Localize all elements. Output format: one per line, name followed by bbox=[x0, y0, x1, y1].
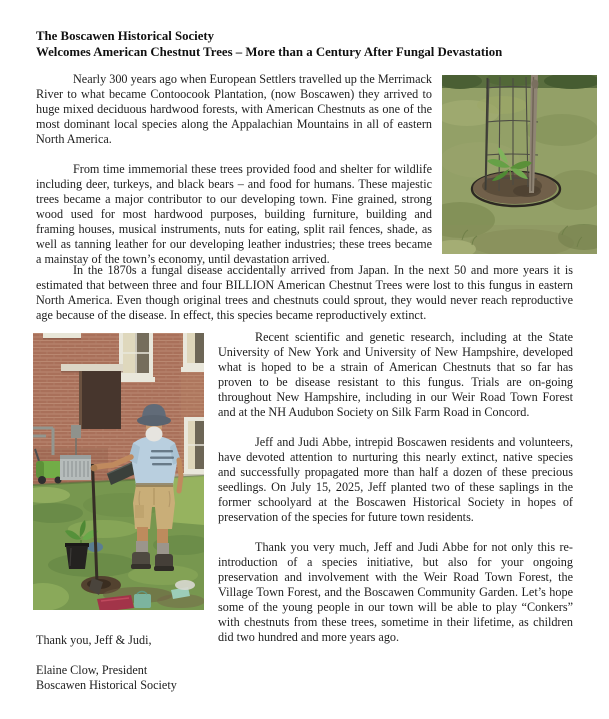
title-line-2: Welcomes American Chestnut Trees – More than a Century After Fungal Devastation bbox=[36, 45, 503, 59]
body-column-bottom bbox=[218, 330, 573, 660]
paragraph-1: Nearly 300 years ago when European Settlers travelled up the Merrimack River to what became Contoocook Plantation, (now Boscawen) they arrived to huge mixed deciduous hardwood forests, with American Chestnuts as one of the most dominant local species along the Appalachian Mountains in all of eastern North America. bbox=[36, 72, 432, 146]
body-column-top bbox=[36, 72, 432, 282]
closing-block bbox=[36, 633, 177, 693]
paragraph-4: Recent scientific and genetic research, including at the State University of New York and University of New Hampshire, developed what is hoped to be a strain of American Chestnuts that so far has proven to be disease resistant to this fungus. Trials are on-going throughout New Hampshire, including in our Weir Road Town Forest and at the NH Audubon Society on Silk Farm Road in Concord. bbox=[218, 330, 573, 419]
closing-thanks: Thank you, Jeff & Judi, bbox=[36, 633, 152, 647]
paragraph-6: Thank you very much, Jeff and Judi Abbe for not only this re-introduction of a species initiative, but also for your ongoing preservation and involvement with the Weir Road Town Forest, the Village Town Forest, and the Boscawen Community Garden. Let’s hope some of the young people in our town will be able to play “Conkers” with chestnuts from these trees, sometime in their lifetime, as children did two hundred and more years ago. bbox=[218, 540, 573, 644]
title-line-1: The Boscawen Historical Society bbox=[36, 29, 215, 43]
paragraph-5: Jeff and Judi Abbe, intrepid Boscawen residents and volunteers, have devoted attention to nurturing this nearly extinct, native species and successfully propagated more than half a dozen of these precious seedlings. On July 15, 2025, Jeff planted two of these saplings in the former schoolyard at the Boscawen Historical Society in hopes of preservation of the species for future town residents. bbox=[218, 435, 573, 524]
signature-org: Boscawen Historical Society bbox=[36, 678, 177, 692]
body-column-middle bbox=[36, 263, 573, 338]
volunteer-with-shovel-planting-sapling-photo bbox=[33, 333, 204, 610]
document-title bbox=[36, 28, 596, 60]
paragraph-2: From time immemorial these trees provided food and shelter for wildlife including deer, turkeys, and black bears – and food for humans. These majestic trees became a major contributor to our developing town. Fine grained, strong wood used for most hardwood purposes, building furniture, building and framing houses, musical instruments, nuts for eating, split rail fences, shade, as well as tanning leather for our developing leather industries; these trees became a mainstay of the town’s economy, until devastation arrived. bbox=[36, 162, 432, 266]
signature-name: Elaine Clow, President bbox=[36, 663, 148, 677]
paragraph-3: In the 1870s a fungal disease accidentally arrived from Japan. In the next 50 and more years it is estimated that between three and four BILLION American Chestnut Trees were lost to this fungus in eastern North America. Even though original trees and chestnuts could sprout, they would never reach reproductive age because of the disease. In effect, this species became reproductively extinct. bbox=[36, 263, 573, 322]
chestnut-sapling-in-wire-cage-photo bbox=[442, 75, 597, 254]
